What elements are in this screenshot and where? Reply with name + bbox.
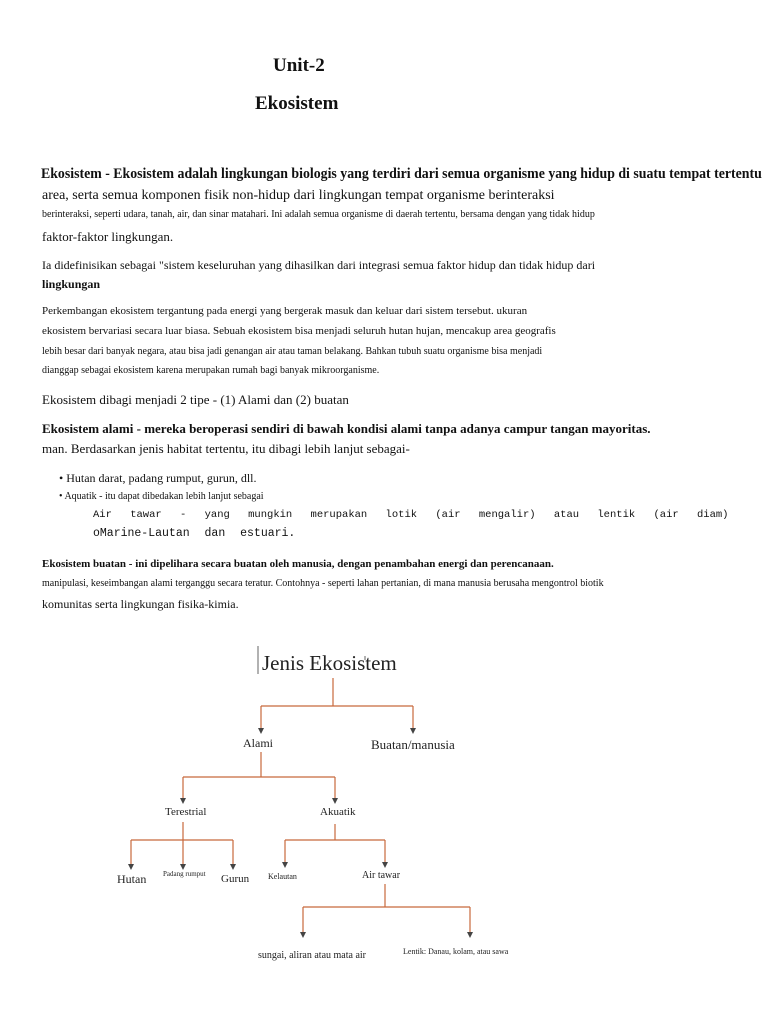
paragraph-1-line-4: faktor-faktor lingkungan. [42, 229, 174, 244]
node-air-tawar: Air tawar [362, 870, 401, 881]
paragraph-3-line-2: ekosistem bervariasi secara luar biasa. Sebuah ekosistem bisa menjadi seluruh hutan hujan, mencakup area geografis [42, 325, 556, 337]
connector-lines [131, 678, 470, 932]
paragraph-1-line-1: Ekosistem - Ekosistem adalah lingkungan biologis yang terdiri dari semua organisme yang hidup di suatu tempat tertentu [41, 166, 762, 182]
arrow-lentik [467, 932, 473, 938]
node-hutan: Hutan [117, 872, 147, 886]
paragraph-2-line-2: lingkungan [42, 277, 101, 291]
bullet-item-aquatic: • Aquatik - itu dapat dibedakan lebih lanjut sebagai [59, 491, 264, 502]
arrow-sungai [300, 932, 306, 938]
node-lentik: Lentik: Danau, kolam, atau sawa [403, 947, 509, 956]
paragraph-5-line-1: Ekosistem alami - mereka beroperasi sendiri di bawah kondisi alami tanpa adanya campur tangan mayoritas. [42, 421, 651, 436]
node-kelautan: Kelautan [268, 872, 297, 881]
paragraph-4: Ekosistem dibagi menjadi 2 tipe - (1) Alami dan (2) buatan [42, 392, 349, 407]
node-akuatik: Akuatik [320, 806, 356, 818]
paragraph-6-line-3: komunitas serta lingkungan fisika-kimia. [42, 597, 239, 611]
paragraph-5-line-2: man. Berdasarkan jenis habitat tertentu, itu dibagi lebih lanjut sebagai- [42, 441, 410, 456]
node-terestrial: Terestrial [165, 806, 207, 818]
arrow-terestrial [180, 798, 186, 804]
unit-heading: Unit-2 [273, 55, 325, 76]
paragraph-6-line-1: Ekosistem buatan - ini dipelihara secara buatan oleh manusia, dengan penambahan energi dan perencanaan. [42, 558, 554, 570]
node-sungai: sungai, aliran atau mata air [258, 950, 367, 961]
paragraph-3-line-1: Perkembangan ekosistem tergantung pada energi yang bergerak masuk dan keluar dari sistem tersebut. ukuran [42, 305, 528, 317]
bullet-item-terrestrial: • Hutan darat, padang rumput, gurun, dll. [59, 471, 257, 485]
root-label: Jenis Ekosistem [262, 651, 397, 675]
page-title: Ekosistem [255, 93, 339, 114]
arrow-hutan [128, 864, 134, 870]
node-padang-rumput: Padang rumput [163, 870, 206, 878]
arrow-alami [258, 728, 264, 734]
sub-item-marine: oMarine-Lautan dan estuari. [93, 527, 296, 540]
node-buatan: Buatan/manusia [371, 737, 455, 752]
sub-item-freshwater: Air tawar - yang mungkin merupakan lotik (air mengalir) atau lentik (air diam) [93, 509, 729, 521]
paragraph-2-line-1: Ia didefinisikan sebagai "sistem keseluruhan yang dihasilkan dari integrasi semua faktor hidup dan tidak hidup dari [42, 258, 596, 272]
arrow-akuatik [332, 798, 338, 804]
arrow-gurun [230, 864, 236, 870]
paragraph-1-line-2: area, serta semua komponen fisik non-hidup dari lingkungan tempat organisme berinteraksi [42, 188, 555, 203]
arrow-buatan [410, 728, 416, 734]
paragraph-3-line-3: lebih besar dari banyak negara, atau bisa jadi genangan air atau taman belakang. Bahkan tubuh suatu organisme bisa menjadi [42, 346, 543, 357]
node-alami: Alami [243, 736, 273, 750]
arrow-kelautan [282, 862, 288, 868]
paragraph-3-line-4: dianggap sebagai ekosistem karena merupakan rumah bagi banyak mikroorganisme. [42, 365, 380, 376]
arrow-airtawar [382, 862, 388, 868]
paragraph-6-line-2: manipulasi, keseimbangan alami terganggu secara teratur. Contohnya - seperti lahan pertanian, di mana manusia berusaha mengontrol biotik [42, 578, 604, 589]
node-gurun: Gurun [221, 873, 250, 885]
paragraph-1-line-3: berinteraksi, seperti udara, tanah, air, dan sinar matahari. Ini adalah semua organisme di daerah tertentu, bersama dengan yang tidak hidup [42, 209, 595, 220]
ecosystem-type-diagram [0, 620, 768, 1024]
